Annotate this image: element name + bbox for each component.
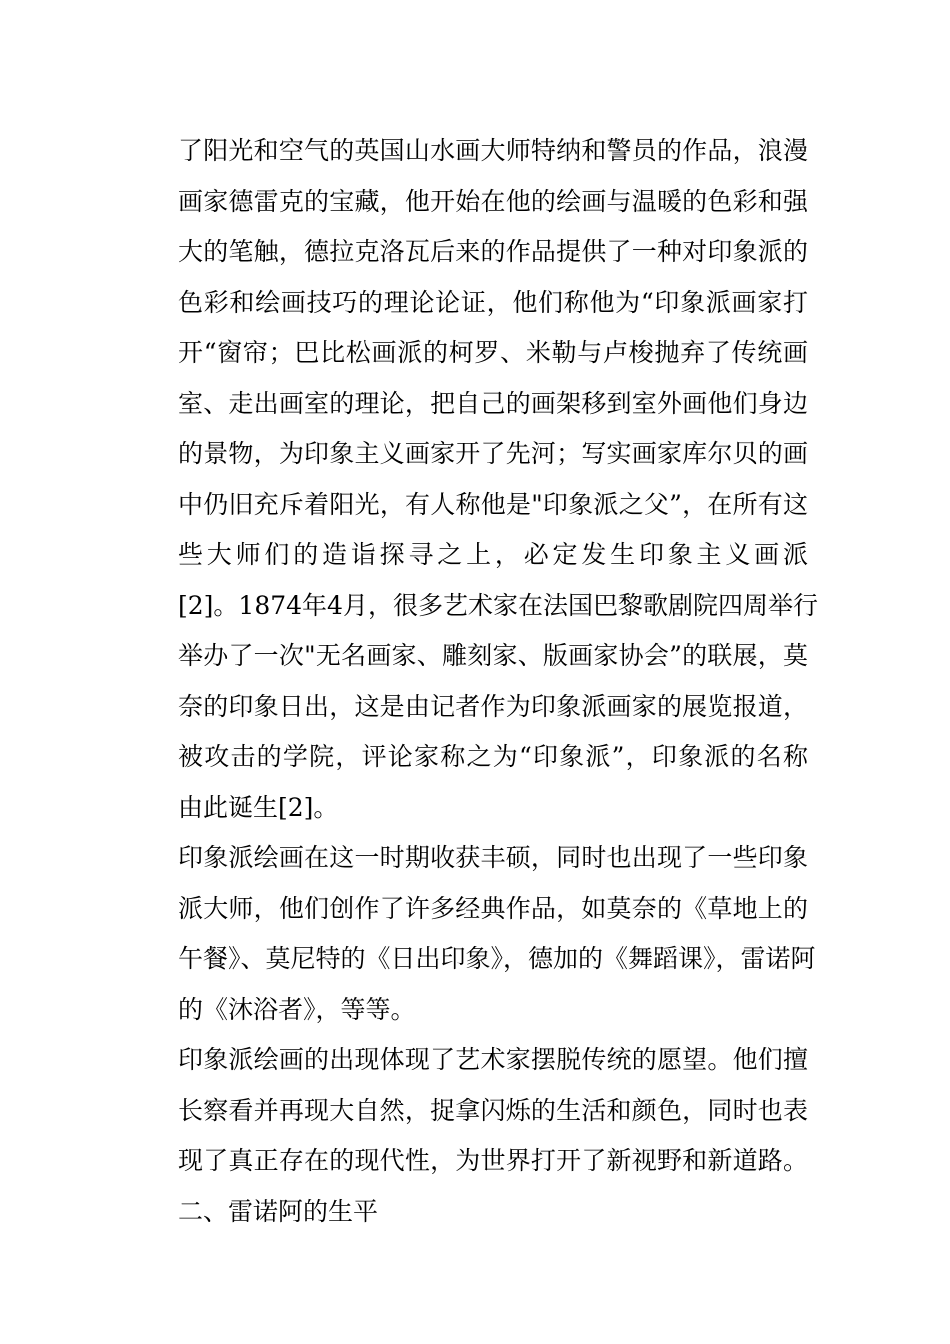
text-line: 中仍旧充斥着阳光，有人称他是"印象派之父”，在所有这 <box>178 489 808 519</box>
text-line: 由此诞生[2]。 <box>178 792 339 822</box>
text-line: 的《沐浴者》，等等。 <box>178 994 416 1024</box>
text-line: 些大师们的造诣探寻之上，必定发生印象主义画派 <box>178 540 808 569</box>
section-heading: 二、雷诺阿的生平 <box>178 1196 379 1226</box>
text-line: 被攻击的学院，评论家称之为“印象派”，印象派的名称 <box>178 742 808 771</box>
text-line: 现了真正存在的现代性，为世界打开了新视野和新道路。 <box>178 1146 808 1175</box>
text-line: 印象派绘画在这一时期收获丰硕，同时也出现了一些印象 <box>178 843 808 872</box>
text-line: 开“窗帘；巴比松画派的柯罗、米勒与卢梭抛弃了传统画 <box>178 338 808 367</box>
text-line: 长察看并再现大自然，捉拿闪烁的生活和颜色，同时也表 <box>178 1095 808 1125</box>
text-line: 派大师，他们创作了许多经典作品，如莫奈的《草地上的 <box>178 893 808 923</box>
text-line: 的景物，为印象主义画家开了先河；写实画家库尔贝的画 <box>178 439 808 468</box>
text-line: 午餐》、莫尼特的《日出印象》，德加的《舞蹈课》，雷诺阿 <box>178 944 816 973</box>
text-line: 画家德雷克的宝藏，他开始在他的绘画与温暖的色彩和强 <box>178 186 808 216</box>
text-line: 举办了一次"无名画家、雕刻家、版画家协会”的联展，莫 <box>178 641 808 670</box>
text-line: 了阳光和空气的英国山水画大师特纳和警员的作品，浪漫 <box>178 136 808 165</box>
text-line: [2]。1874年4月，很多艺术家在法国巴黎歌剧院四周举行 <box>178 590 818 620</box>
text-line: 印象派绘画的出现体现了艺术家摆脱传统的愿望。他们擅 <box>178 1045 808 1074</box>
text-line: 奈的印象日出，这是由记者作为印象派画家的展览报道， <box>178 691 808 721</box>
text-line: 色彩和绘画技巧的理论论证，他们称他为“印象派画家打 <box>178 287 808 317</box>
text-line: 室、走出画室的理论，把自己的画架移到室外画他们身边 <box>178 388 808 418</box>
body-text <box>178 126 818 1237</box>
text-line: 大的笔触，德拉克洛瓦后来的作品提供了一种对印象派的 <box>178 237 808 266</box>
